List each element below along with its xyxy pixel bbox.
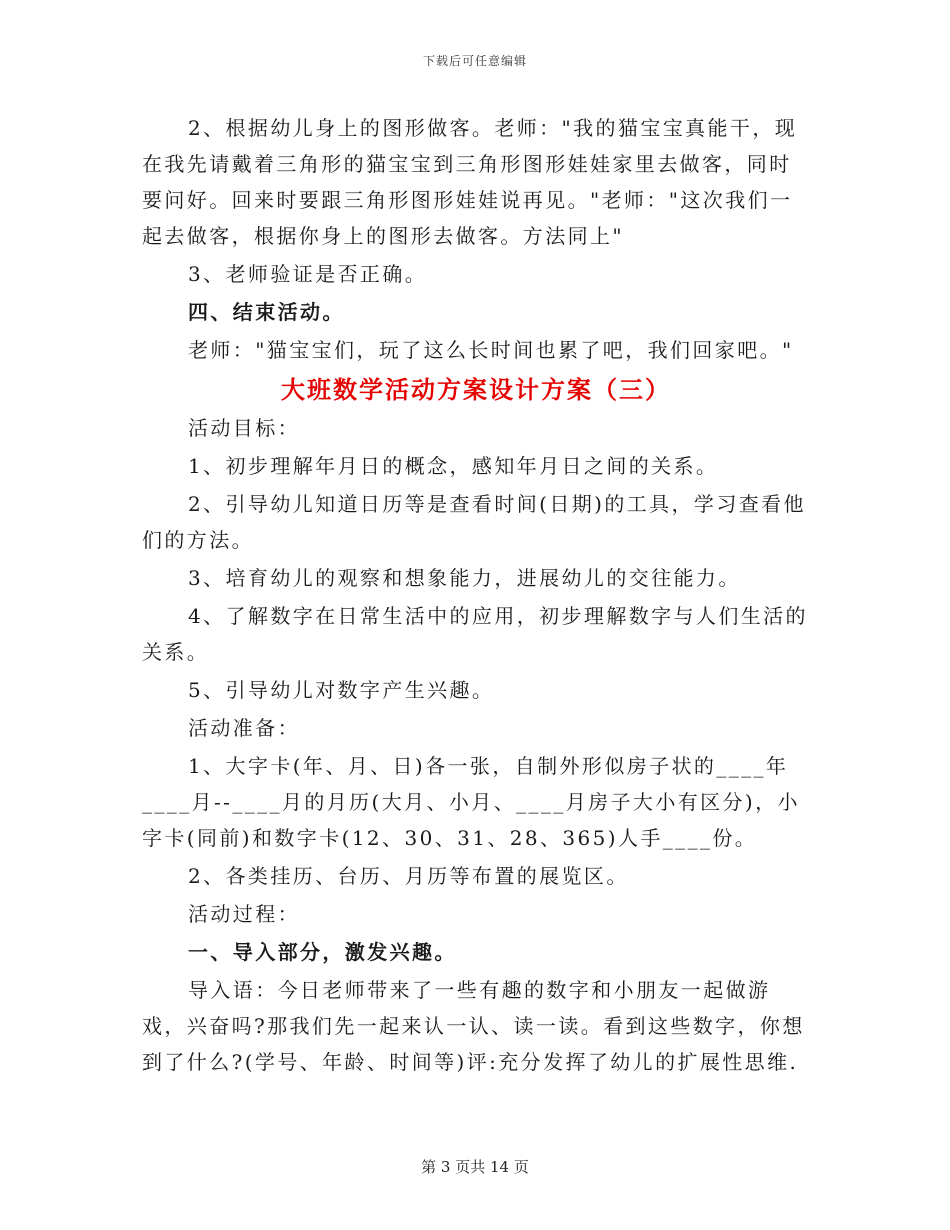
goal-item-4: 4、了解数字在日常生活中的应用，初步理解数字与人们生活的关系。	[142, 604, 808, 664]
goal-item-2: 2、引导幼儿知道日历等是查看时间(日期)的工具，学习查看他们的方法。	[142, 492, 806, 552]
label-activity-goals: 活动目标：	[188, 416, 300, 440]
document-title: 大班数学活动方案设计方案（三）	[281, 375, 671, 404]
goal-item-1: 1、初步理解年月日的概念，感知年月日之间的关系。	[188, 454, 719, 478]
section-heading-intro: 一、导入部分，激发兴趣。	[188, 940, 457, 964]
page-number-footer: 第 3 页共 14 页	[421, 1158, 529, 1176]
goal-item-3: 3、培育幼儿的观察和想象能力，进展幼儿的交往能力。	[188, 566, 741, 590]
label-activity-process: 活动过程：	[188, 902, 300, 926]
prep-item-2: 2、各类挂历、台历、月历等布置的展览区。	[188, 864, 629, 888]
prep-item-1: 1、大字卡(年、月、日)各一张，自制外形似房子状的____年____月--____月的月历(大月、小月、____月房子大小有区分)，小字卡(同前)和数字卡(12、30、31、28、365)人手____份。	[142, 754, 800, 850]
page-header-note: 下载后可任意编辑	[422, 54, 527, 68]
paragraph-step-3: 3、老师验证是否正确。	[188, 262, 428, 286]
paragraph-teacher-closing: 老师："猫宝宝们，玩了这么长时间也累了吧，我们回家吧。"	[188, 338, 794, 362]
goal-item-5: 5、引导幼儿对数字产生兴趣。	[188, 678, 495, 702]
section-heading-end: 四、结束活动。	[188, 300, 345, 324]
paragraph-step-2: 2、根据幼儿身上的图形做客。老师："我的猫宝宝真能干，现在我先请戴着三角形的猫宝宝到三角形图形娃娃家里去做客，同时要问好。回来时要跟三角形图形娃娃说再见。"老师："这次我们一起去做客，根据你身上的图形去做客。方法同上"	[142, 116, 798, 248]
paragraph-intro-speech: 导入语：今日老师带来了一些有趣的数字和小朋友一起做游戏，兴奋吗?那我们先一起来认一认、读一读。看到这些数字，你想到了什么?(学号、年龄、时间等)评:充分发挥了幼儿的扩展性思维.	[142, 978, 805, 1074]
label-activity-prep: 活动准备：	[188, 716, 300, 740]
document-body	[142, 110, 810, 1082]
